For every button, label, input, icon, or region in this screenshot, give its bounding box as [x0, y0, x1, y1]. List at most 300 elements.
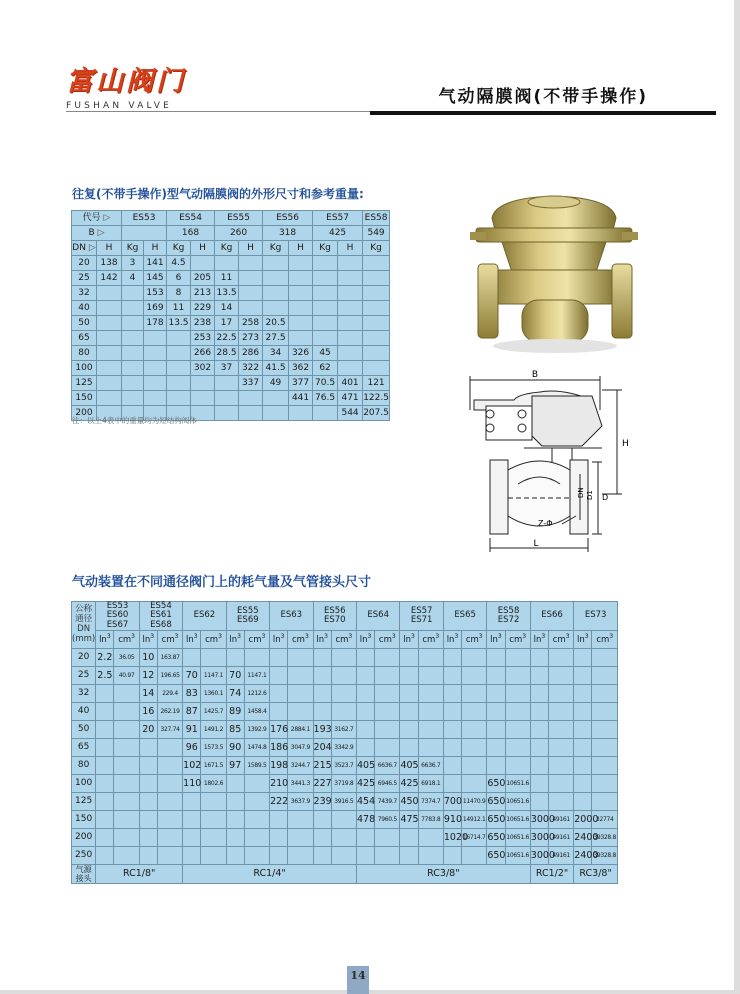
table-cell	[400, 847, 418, 865]
model-header: ES53 ES60 ES67	[96, 602, 139, 631]
table-cell: 650	[487, 829, 505, 847]
dimension-weight-table	[71, 210, 390, 421]
table-cell	[114, 847, 139, 865]
table-cell: 337	[239, 376, 263, 391]
table-cell	[574, 757, 592, 775]
table-cell: 227	[313, 775, 331, 793]
table-cell	[114, 739, 139, 757]
table-cell	[375, 721, 400, 739]
table-cell: 258	[239, 316, 263, 331]
table-cell: 1474.8	[244, 739, 269, 757]
table-cell	[239, 301, 263, 316]
table-cell	[313, 271, 338, 286]
header-kg: Kg	[263, 241, 289, 256]
table-cell	[167, 376, 191, 391]
fitting-cell: RC1/8"	[96, 865, 183, 884]
table-cell: 16714.7	[462, 829, 487, 847]
table-row	[72, 703, 618, 721]
table-cell: 239	[313, 793, 331, 811]
table-row	[72, 685, 618, 703]
table-cell: 4	[122, 271, 144, 286]
dn-cell: 250	[72, 847, 96, 865]
table-row	[72, 271, 390, 286]
table-cell	[592, 685, 618, 703]
table-cell: 213	[191, 286, 215, 301]
header-b-value: 168	[167, 226, 215, 241]
table-cell: 8	[167, 286, 191, 301]
table-cell	[270, 649, 288, 667]
table-cell: 2400	[574, 829, 592, 847]
table-cell	[226, 847, 244, 865]
table-cell: 193	[313, 721, 331, 739]
table-cell	[338, 271, 363, 286]
table-row	[72, 649, 618, 667]
table-cell	[443, 775, 461, 793]
table-cell	[331, 847, 356, 865]
table-cell	[505, 649, 530, 667]
unit-ln-header: $\ln^3$	[270, 631, 288, 649]
table-cell: 441	[289, 391, 313, 406]
table-cell: 2000	[574, 811, 592, 829]
table-cell	[239, 391, 263, 406]
table-cell	[144, 346, 167, 361]
table-cell: 37	[215, 361, 239, 376]
table-cell: 3441.3	[288, 775, 313, 793]
unit-cm-header: $cm^3$	[157, 631, 182, 649]
dn-cell: 40	[72, 301, 97, 316]
dn-cell: 50	[72, 316, 97, 331]
table-cell: 2.2	[96, 649, 114, 667]
table-cell	[418, 829, 443, 847]
table-cell	[96, 703, 114, 721]
table-cell: 74	[226, 685, 244, 703]
table-cell	[375, 829, 400, 847]
table-cell	[331, 667, 356, 685]
dn-cell: 100	[72, 775, 96, 793]
table-cell: 10	[139, 649, 157, 667]
table-cell	[313, 649, 331, 667]
table-cell: 10651.6	[505, 811, 530, 829]
table-cell: 326	[289, 346, 313, 361]
table-cell	[418, 739, 443, 757]
table-cell	[239, 256, 263, 271]
table-cell: 3916.5	[331, 793, 356, 811]
table-cell	[139, 757, 157, 775]
table-cell: 229	[191, 301, 215, 316]
table-cell: 3523.7	[331, 757, 356, 775]
table-cell	[462, 847, 487, 865]
table-cell	[122, 331, 144, 346]
unit-cm-header: $cm^3$	[462, 631, 487, 649]
table-cell: 121	[363, 376, 390, 391]
table-cell	[574, 667, 592, 685]
table-cell: 39328.8	[592, 847, 618, 865]
table-cell	[313, 256, 338, 271]
table-cell: 210	[270, 775, 288, 793]
fitting-cell: RC3/8"	[356, 865, 530, 884]
unit-cm-header: $cm^3$	[331, 631, 356, 649]
unit-cm-header: $cm^3$	[548, 631, 573, 649]
table-cell	[313, 685, 331, 703]
table-cell	[574, 685, 592, 703]
table-cell	[144, 376, 167, 391]
table-cell: 1360.1	[201, 685, 226, 703]
table-cell: 1491.2	[201, 721, 226, 739]
table-cell	[487, 685, 505, 703]
table-cell: 14	[139, 685, 157, 703]
table-cell	[97, 301, 122, 316]
table-cell	[462, 649, 487, 667]
table-cell: 302	[191, 361, 215, 376]
table-cell: 196.65	[157, 667, 182, 685]
table-cell	[183, 811, 201, 829]
table-cell: 3637.9	[288, 793, 313, 811]
table-cell: 17	[215, 316, 239, 331]
table-cell: 3719.8	[331, 775, 356, 793]
table-cell	[215, 406, 239, 421]
table-cell	[114, 793, 139, 811]
unit-ln-header: $\ln^3$	[226, 631, 244, 649]
table-cell	[400, 721, 418, 739]
table-cell	[144, 391, 167, 406]
unit-ln-header: $\ln^3$	[400, 631, 418, 649]
table-cell	[239, 271, 263, 286]
table-cell	[487, 667, 505, 685]
table-cell: 169	[144, 301, 167, 316]
page-frame-bottom	[0, 990, 740, 994]
table-header-row	[72, 226, 390, 241]
table-cell: 222	[270, 793, 288, 811]
table-row	[72, 739, 618, 757]
table-cell: 10651.6	[505, 793, 530, 811]
table-cell	[96, 685, 114, 703]
table-row	[72, 316, 390, 331]
table-cell	[443, 739, 461, 757]
table-footnote: 注：以上4表中的重量均为短结构阀体	[72, 416, 197, 425]
valve-photo	[468, 188, 642, 358]
table-cell	[592, 775, 618, 793]
table-cell: 45	[313, 346, 338, 361]
table-cell	[313, 667, 331, 685]
table-cell	[244, 775, 269, 793]
table-cell	[96, 721, 114, 739]
header-model: ES56	[263, 211, 313, 226]
model-header: ES64	[356, 602, 399, 631]
table-cell	[530, 757, 548, 775]
table-cell: 39328.8	[592, 829, 618, 847]
header-kg: Kg	[215, 241, 239, 256]
table-cell	[592, 757, 618, 775]
table-cell	[313, 316, 338, 331]
table-cell	[574, 793, 592, 811]
table-cell	[530, 739, 548, 757]
table-cell: 327.74	[157, 721, 182, 739]
table-cell	[96, 847, 114, 865]
table-cell: 122.5	[363, 391, 390, 406]
table-cell: 153	[144, 286, 167, 301]
table-cell	[270, 685, 288, 703]
table-cell: 3047.9	[288, 739, 313, 757]
table-cell	[114, 757, 139, 775]
table-cell	[114, 721, 139, 739]
header-dn-corner: 公称 通径 DN (mm)	[72, 602, 96, 649]
header-h: H	[338, 241, 363, 256]
table-cell	[313, 811, 331, 829]
table-cell: 238	[191, 316, 215, 331]
unit-ln-header: $\ln^3$	[313, 631, 331, 649]
table-cell: 229.4	[157, 685, 182, 703]
fitting-cell: RC3/8"	[574, 865, 618, 884]
table-cell	[263, 406, 289, 421]
table-cell	[201, 649, 226, 667]
table-cell	[548, 775, 573, 793]
table-cell: 85	[226, 721, 244, 739]
header-model: ES54	[167, 211, 215, 226]
table-cell	[270, 667, 288, 685]
dn-cell: 65	[72, 331, 97, 346]
dn-cell: 65	[72, 739, 96, 757]
table-row	[72, 346, 390, 361]
table-cell	[356, 847, 374, 865]
table-cell: 544	[338, 406, 363, 421]
table-cell: 10651.6	[505, 775, 530, 793]
fitting-cell: RC1/4"	[183, 865, 357, 884]
table-cell	[157, 739, 182, 757]
table-cell: 97	[226, 757, 244, 775]
table-cell: 1147.1	[201, 667, 226, 685]
header-b-empty	[122, 226, 167, 241]
table-cell	[122, 301, 144, 316]
table-cell	[462, 703, 487, 721]
dn-cell: 20	[72, 649, 96, 667]
table-cell	[363, 256, 390, 271]
table-cell: 266	[191, 346, 215, 361]
dn-cell: 50	[72, 721, 96, 739]
table-cell	[331, 703, 356, 721]
table-cell	[418, 703, 443, 721]
table-cell: 650	[487, 847, 505, 865]
table-cell: 1589.5	[244, 757, 269, 775]
table-cell: 10651.6	[505, 829, 530, 847]
table-cell	[375, 667, 400, 685]
table-cell: 377	[289, 376, 313, 391]
header-h: H	[144, 241, 167, 256]
table-cell	[574, 649, 592, 667]
header-kg: Kg	[167, 241, 191, 256]
header-b-label: B ▷	[72, 226, 122, 241]
label-l: L	[533, 539, 539, 549]
table-cell	[289, 406, 313, 421]
table-cell	[363, 316, 390, 331]
table-cell	[505, 685, 530, 703]
table-cell	[443, 703, 461, 721]
header-h: H	[239, 241, 263, 256]
table-row	[72, 811, 618, 829]
table-cell	[289, 286, 313, 301]
table-cell: 3342.9	[331, 739, 356, 757]
table-cell	[96, 793, 114, 811]
table-cell	[487, 721, 505, 739]
table-cell	[97, 361, 122, 376]
table-cell: 14912.1	[462, 811, 487, 829]
page-title: 气动隔膜阀(不带手操作)	[438, 87, 648, 107]
table-cell: 1392.9	[244, 721, 269, 739]
table-header-row	[72, 211, 390, 226]
table-cell: 198	[270, 757, 288, 775]
table-cell	[375, 649, 400, 667]
table-cell	[338, 316, 363, 331]
table-cell	[96, 757, 114, 775]
table-cell: 49161	[548, 811, 573, 829]
dn-cell: 125	[72, 376, 97, 391]
table-cell	[462, 757, 487, 775]
dn-cell: 200	[72, 406, 97, 421]
table-cell	[331, 649, 356, 667]
table-cell	[548, 649, 573, 667]
table-cell	[201, 847, 226, 865]
unit-cm-header: $cm^3$	[244, 631, 269, 649]
table-cell: 22.5	[215, 331, 239, 346]
table-cell	[122, 391, 144, 406]
table-cell: 4.5	[167, 256, 191, 271]
table-cell	[400, 739, 418, 757]
table-cell: 478	[356, 811, 374, 829]
fitting-row-label: 气源 接头	[72, 865, 96, 884]
table-cell	[139, 829, 157, 847]
table-cell: 205	[191, 271, 215, 286]
table-cell	[263, 391, 289, 406]
table-cell: 425	[356, 775, 374, 793]
unit-ln-header: $\ln^3$	[487, 631, 505, 649]
brand-name-en: FUSHAN VALVE	[66, 101, 173, 111]
table-cell	[338, 361, 363, 376]
table-cell: 1458.4	[244, 703, 269, 721]
table-cell: 253	[191, 331, 215, 346]
table-cell: 11470.9	[462, 793, 487, 811]
table-cell: 7439.7	[375, 793, 400, 811]
unit-ln-header: $\ln^3$	[443, 631, 461, 649]
table-cell: 405	[356, 757, 374, 775]
table-cell	[331, 685, 356, 703]
model-header: ES62	[183, 602, 226, 631]
unit-ln-header: $\ln^3$	[356, 631, 374, 649]
table-cell: 87	[183, 703, 201, 721]
table-cell: 16	[139, 703, 157, 721]
table-cell	[363, 346, 390, 361]
table-cell	[139, 811, 157, 829]
table-cell	[288, 829, 313, 847]
table-cell	[574, 703, 592, 721]
dn-cell: 32	[72, 685, 96, 703]
dn-cell: 80	[72, 346, 97, 361]
table-cell: 1573.5	[201, 739, 226, 757]
table-cell	[443, 847, 461, 865]
table-row	[72, 721, 618, 739]
model-header: ES63	[270, 602, 313, 631]
table-cell	[144, 361, 167, 376]
table-cell	[157, 793, 182, 811]
table-cell	[548, 685, 573, 703]
air-consumption-table-body	[72, 649, 618, 865]
table-cell	[462, 775, 487, 793]
table-cell	[263, 286, 289, 301]
dn-cell: 20	[72, 256, 97, 271]
dn-cell: 25	[72, 271, 97, 286]
table-cell	[167, 346, 191, 361]
table-cell: 650	[487, 793, 505, 811]
table-cell	[356, 685, 374, 703]
table-cell	[592, 721, 618, 739]
table-cell	[338, 256, 363, 271]
table-cell: 471	[338, 391, 363, 406]
table-row	[72, 376, 390, 391]
table-cell	[183, 649, 201, 667]
table-cell	[139, 739, 157, 757]
model-header: ES56 ES70	[313, 602, 356, 631]
table-cell	[338, 346, 363, 361]
table-cell	[530, 649, 548, 667]
table-cell: 6636.7	[375, 757, 400, 775]
table-cell: 3000	[530, 811, 548, 829]
table-cell	[191, 256, 215, 271]
table-cell	[96, 739, 114, 757]
table-cell	[487, 757, 505, 775]
dn-cell: 200	[72, 829, 96, 847]
table-cell	[289, 301, 313, 316]
table-row	[72, 256, 390, 271]
table-cell	[239, 406, 263, 421]
header-model: ES57	[313, 211, 363, 226]
table-cell: 910	[443, 811, 461, 829]
table-cell	[96, 811, 114, 829]
unit-cm-header: $cm^3$	[418, 631, 443, 649]
table-cell	[263, 301, 289, 316]
table-cell: 62	[313, 361, 338, 376]
header-model: ES53	[122, 211, 167, 226]
table-row	[72, 286, 390, 301]
dimension-table-title: 往复(不带手操作)型气动隔膜阀的外形尺寸和参考重量:	[72, 187, 364, 201]
table-cell	[530, 703, 548, 721]
table-cell	[289, 331, 313, 346]
model-header: ES73	[574, 602, 618, 631]
table-cell: 362	[289, 361, 313, 376]
dn-cell: 80	[72, 757, 96, 775]
table-cell: 41.5	[263, 361, 289, 376]
table-cell	[505, 757, 530, 775]
table-cell: 49161	[548, 847, 573, 865]
table-cell	[226, 829, 244, 847]
table-cell	[97, 286, 122, 301]
table-cell: 1212.6	[244, 685, 269, 703]
model-header: ES54 ES61 ES68	[139, 602, 182, 631]
table-cell: 142	[97, 271, 122, 286]
table-cell	[505, 703, 530, 721]
table-cell	[418, 649, 443, 667]
table-cell	[505, 667, 530, 685]
dimension-table-body	[72, 256, 390, 421]
table-cell: 36.05	[114, 649, 139, 667]
table-cell: 34	[263, 346, 289, 361]
table-cell: 90	[226, 739, 244, 757]
label-d1: D1	[586, 490, 594, 500]
table-cell	[400, 703, 418, 721]
dn-cell: 25	[72, 667, 96, 685]
table-cell	[122, 286, 144, 301]
label-b: B	[531, 370, 539, 380]
model-header: ES65	[443, 602, 486, 631]
table-cell	[263, 256, 289, 271]
brand-logo	[66, 66, 186, 111]
